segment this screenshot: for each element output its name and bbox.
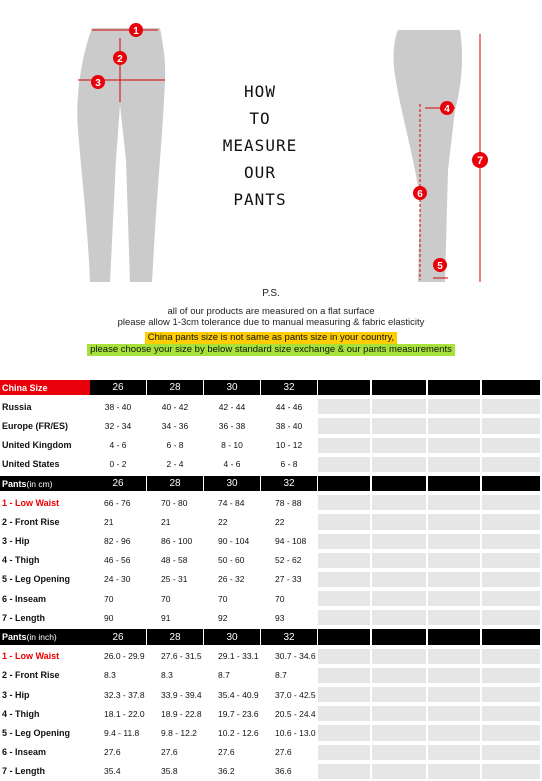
marker-3-icon bbox=[91, 75, 105, 89]
svg-text:7: 7 bbox=[476, 155, 484, 167]
empty-cell bbox=[482, 380, 540, 395]
empty-cell bbox=[318, 399, 370, 414]
measurement-diagram bbox=[0, 0, 542, 375]
size-header-cell: 30 bbox=[204, 380, 260, 395]
table-cell: 8 - 10 bbox=[221, 440, 243, 451]
table-cell: 10.6 - 13.0 bbox=[275, 727, 316, 738]
row-label: United States bbox=[2, 459, 60, 470]
empty-cell bbox=[482, 418, 540, 433]
empty-cell bbox=[428, 725, 480, 740]
empty-cell bbox=[482, 438, 540, 453]
table-cell: 6 - 8 bbox=[166, 440, 184, 451]
table-cell: 0 - 2 bbox=[109, 459, 127, 470]
table-cell: 70 bbox=[104, 593, 114, 604]
table-cell: 40 - 42 bbox=[161, 401, 189, 412]
empty-cell bbox=[428, 572, 480, 587]
row-label: 7 - Length bbox=[2, 766, 45, 777]
note-line-1: all of our products are measured on a flat surface bbox=[167, 306, 375, 317]
table-row bbox=[0, 743, 542, 762]
empty-cell bbox=[318, 514, 370, 529]
empty-cell bbox=[318, 745, 370, 760]
empty-cell bbox=[372, 495, 426, 510]
empty-cell bbox=[482, 668, 540, 683]
header-label-text: Pants bbox=[2, 478, 27, 489]
table-cell: 86 - 100 bbox=[161, 536, 193, 547]
table-cell: 8.3 bbox=[161, 670, 173, 681]
table-cell: 9.4 - 11.8 bbox=[104, 727, 140, 738]
empty-cell bbox=[372, 438, 426, 453]
empty-cell bbox=[318, 610, 370, 625]
empty-cell bbox=[428, 610, 480, 625]
empty-cell bbox=[318, 764, 370, 779]
table-cell: 36 - 38 bbox=[218, 420, 246, 431]
empty-cell bbox=[372, 687, 426, 702]
table-cell: 91 bbox=[161, 612, 171, 623]
row-label: 2 - Front Rise bbox=[2, 670, 60, 681]
table-cell: 74 - 84 bbox=[218, 497, 245, 508]
table-cell: 92 bbox=[218, 612, 228, 623]
table-cell: 29.1 - 33.1 bbox=[218, 651, 259, 662]
empty-cell bbox=[428, 591, 480, 606]
header-unit: (in inch) bbox=[26, 632, 57, 643]
row-label: 1 - Low Waist bbox=[2, 651, 60, 662]
header-label-text: Pants bbox=[2, 632, 27, 643]
size-header-cell: 32 bbox=[261, 476, 317, 491]
size-header-cell: 28 bbox=[147, 380, 203, 395]
empty-cell bbox=[482, 495, 540, 510]
row-label: 4 - Thigh bbox=[2, 555, 40, 566]
table-row bbox=[0, 647, 542, 666]
table-cell: 10 - 12 bbox=[275, 440, 303, 451]
table-cell: 21 bbox=[104, 516, 114, 527]
empty-cell bbox=[318, 572, 370, 587]
table-cell: 93 bbox=[275, 612, 285, 623]
heading-line: MEASURE bbox=[222, 136, 298, 155]
row-label: 5 - Leg Opening bbox=[2, 727, 71, 738]
heading-line: OUR bbox=[244, 163, 276, 182]
row-label: 6 - Inseam bbox=[2, 593, 47, 604]
svg-text:1: 1 bbox=[133, 26, 139, 37]
table-cell: 9.8 - 12.2 bbox=[161, 727, 197, 738]
empty-cell bbox=[372, 706, 426, 721]
table-cell: 90 bbox=[104, 612, 114, 623]
empty-cell bbox=[482, 725, 540, 740]
empty-cell bbox=[318, 629, 370, 644]
size-header-cell: 28 bbox=[147, 476, 203, 491]
table-cell: 22 bbox=[275, 516, 285, 527]
empty-cell bbox=[372, 553, 426, 568]
note-line-2: please allow 1-3cm tolerance due to manual measuring & fabric elasticity bbox=[117, 317, 425, 328]
header-label bbox=[0, 380, 90, 395]
table-cell: 27.6 bbox=[218, 747, 235, 758]
table-header-row bbox=[0, 627, 542, 646]
row-label: 6 - Inseam bbox=[2, 747, 47, 758]
empty-cell bbox=[372, 380, 426, 395]
table-cell: 27.6 bbox=[104, 747, 121, 758]
table-cell: 27 - 33 bbox=[275, 574, 302, 585]
table-cell: 70 - 80 bbox=[161, 497, 188, 508]
table-cell: 8.7 bbox=[218, 670, 230, 681]
table-cell: 30.7 - 34.6 bbox=[275, 651, 316, 662]
empty-cell bbox=[428, 668, 480, 683]
size-header-cell: 30 bbox=[204, 476, 260, 491]
table-cell: 38 - 40 bbox=[104, 401, 132, 412]
table-row bbox=[0, 685, 542, 704]
table-cell: 21 bbox=[161, 516, 171, 527]
table-row bbox=[0, 436, 542, 455]
empty-cell bbox=[318, 725, 370, 740]
size-header-cell: 26 bbox=[90, 629, 146, 644]
empty-cell bbox=[428, 438, 480, 453]
table-cell: 26.0 - 29.9 bbox=[104, 651, 145, 662]
table-row bbox=[0, 416, 542, 435]
empty-cell bbox=[428, 476, 480, 491]
size-header-cell: 26 bbox=[90, 476, 146, 491]
table-cell: 44 - 46 bbox=[275, 401, 303, 412]
empty-cell bbox=[482, 687, 540, 702]
empty-cell bbox=[318, 457, 370, 472]
table-cell: 4 - 6 bbox=[223, 459, 241, 470]
empty-cell bbox=[372, 764, 426, 779]
empty-cell bbox=[428, 495, 480, 510]
empty-cell bbox=[482, 610, 540, 625]
table-row bbox=[0, 704, 542, 723]
table-cell: 82 - 96 bbox=[104, 536, 131, 547]
empty-cell bbox=[372, 514, 426, 529]
svg-text:3: 3 bbox=[95, 78, 101, 89]
svg-text:2: 2 bbox=[117, 54, 123, 65]
table-cell: 27.6 - 31.5 bbox=[161, 651, 202, 662]
row-label: Europe (FR/ES) bbox=[2, 420, 69, 431]
heading-line: PANTS bbox=[233, 190, 287, 209]
empty-cell bbox=[428, 534, 480, 549]
svg-text:6: 6 bbox=[417, 189, 423, 200]
empty-cell bbox=[428, 649, 480, 664]
empty-cell bbox=[372, 476, 426, 491]
table-row bbox=[0, 723, 542, 742]
empty-cell bbox=[428, 553, 480, 568]
empty-cell bbox=[318, 591, 370, 606]
table-cell: 18.1 - 22.0 bbox=[104, 708, 145, 719]
empty-cell bbox=[318, 534, 370, 549]
empty-cell bbox=[372, 649, 426, 664]
table-row bbox=[0, 512, 542, 531]
table-cell: 6 - 8 bbox=[280, 459, 298, 470]
empty-cell bbox=[428, 457, 480, 472]
empty-cell bbox=[372, 668, 426, 683]
marker-7-icon bbox=[472, 152, 488, 168]
table-cell: 50 - 60 bbox=[218, 555, 245, 566]
row-label: 3 - Hip bbox=[2, 536, 30, 547]
empty-cell bbox=[482, 745, 540, 760]
table-cell: 66 - 76 bbox=[104, 497, 131, 508]
empty-cell bbox=[372, 610, 426, 625]
row-label: United Kingdom bbox=[2, 440, 72, 451]
table-cell: 19.7 - 23.6 bbox=[218, 708, 259, 719]
table-row bbox=[0, 589, 542, 608]
empty-cell bbox=[318, 495, 370, 510]
empty-cell bbox=[428, 745, 480, 760]
empty-cell bbox=[428, 687, 480, 702]
row-label: 4 - Thigh bbox=[2, 708, 40, 719]
marker-1-icon bbox=[129, 23, 143, 37]
size-header-cell: 26 bbox=[90, 380, 146, 395]
table-cell: 36.2 bbox=[218, 766, 235, 777]
table-cell: 26 - 32 bbox=[218, 574, 245, 585]
row-label: Russia bbox=[2, 401, 32, 412]
empty-cell bbox=[428, 514, 480, 529]
table-cell: 48 - 58 bbox=[161, 555, 188, 566]
empty-cell bbox=[318, 687, 370, 702]
table-cell: 42 - 44 bbox=[218, 401, 246, 412]
table-cell: 18.9 - 22.8 bbox=[161, 708, 202, 719]
table-header-row bbox=[0, 474, 542, 493]
heading-line: HOW bbox=[244, 82, 276, 101]
front-pants-figure bbox=[77, 28, 165, 282]
table-cell: 32.3 - 37.8 bbox=[104, 689, 145, 700]
table-cell: 24 - 30 bbox=[104, 574, 131, 585]
marker-5-icon bbox=[433, 258, 447, 272]
side-pants-figure bbox=[394, 30, 480, 282]
table-cell: 27.6 bbox=[275, 747, 292, 758]
table-row bbox=[0, 532, 542, 551]
table-cell: 37.0 - 42.5 bbox=[275, 689, 316, 700]
svg-text:5: 5 bbox=[437, 261, 443, 272]
how-to-measure-heading bbox=[220, 78, 300, 213]
empty-cell bbox=[318, 418, 370, 433]
size-header-cell: 28 bbox=[147, 629, 203, 644]
row-label: 5 - Leg Opening bbox=[2, 574, 71, 585]
header-label-text: China Size bbox=[2, 382, 48, 393]
marker-4-icon bbox=[440, 101, 454, 115]
empty-cell bbox=[482, 764, 540, 779]
table-cell: 8.3 bbox=[104, 670, 116, 681]
table-cell: 36.6 bbox=[275, 766, 292, 777]
empty-cell bbox=[318, 649, 370, 664]
empty-cell bbox=[428, 706, 480, 721]
header-unit: (in cm) bbox=[26, 478, 53, 489]
table-cell: 70 bbox=[218, 593, 228, 604]
row-label: 3 - Hip bbox=[2, 689, 30, 700]
marker-2-icon bbox=[113, 51, 127, 65]
empty-cell bbox=[372, 745, 426, 760]
table-cell: 46 - 56 bbox=[104, 555, 131, 566]
table-cell: 25 - 31 bbox=[161, 574, 188, 585]
table-row bbox=[0, 762, 542, 781]
empty-cell bbox=[372, 572, 426, 587]
empty-cell bbox=[372, 399, 426, 414]
empty-cell bbox=[318, 706, 370, 721]
empty-cell bbox=[428, 399, 480, 414]
marker-6-icon bbox=[413, 186, 427, 200]
empty-cell bbox=[428, 380, 480, 395]
heading-line: TO bbox=[249, 109, 271, 128]
empty-cell bbox=[318, 438, 370, 453]
row-label: 2 - Front Rise bbox=[2, 516, 60, 527]
empty-cell bbox=[482, 591, 540, 606]
table-cell: 52 - 62 bbox=[275, 555, 302, 566]
table-cell: 38 - 40 bbox=[275, 420, 303, 431]
table-row bbox=[0, 493, 542, 512]
table-cell: 10.2 - 12.6 bbox=[218, 727, 259, 738]
empty-cell bbox=[372, 725, 426, 740]
empty-cell bbox=[428, 418, 480, 433]
ps-title: P.S. bbox=[262, 288, 280, 299]
empty-cell bbox=[482, 649, 540, 664]
empty-cell bbox=[482, 553, 540, 568]
empty-cell bbox=[428, 764, 480, 779]
empty-cell bbox=[372, 534, 426, 549]
empty-cell bbox=[482, 572, 540, 587]
table-cell: 8.7 bbox=[275, 670, 287, 681]
svg-text:4: 4 bbox=[444, 104, 450, 115]
table-cell: 20.5 - 24.4 bbox=[275, 708, 316, 719]
empty-cell bbox=[318, 553, 370, 568]
row-label: 7 - Length bbox=[2, 612, 45, 623]
empty-cell bbox=[482, 706, 540, 721]
table-cell: 70 bbox=[161, 593, 171, 604]
highlight-note-2: please choose your size by below standard size exchange & our pants measurements bbox=[0, 339, 542, 357]
empty-cell bbox=[318, 476, 370, 491]
table-cell: 90 - 104 bbox=[218, 536, 250, 547]
table-row bbox=[0, 570, 542, 589]
empty-cell bbox=[482, 476, 540, 491]
table-header-row bbox=[0, 378, 542, 397]
table-cell: 34 - 36 bbox=[161, 420, 189, 431]
highlight-note-1: China pants size is not same as pants size in your country, bbox=[0, 327, 542, 345]
table-row bbox=[0, 397, 542, 416]
table-row bbox=[0, 551, 542, 570]
header-label bbox=[0, 629, 90, 644]
table-cell: 70 bbox=[275, 593, 285, 604]
empty-cell bbox=[428, 629, 480, 644]
header-label bbox=[0, 476, 90, 491]
table-cell: 27.6 bbox=[161, 747, 178, 758]
empty-cell bbox=[482, 457, 540, 472]
table-cell: 22 bbox=[218, 516, 228, 527]
table-cell: 32 - 34 bbox=[104, 420, 132, 431]
table-row bbox=[0, 608, 542, 627]
row-label: 1 - Low Waist bbox=[2, 497, 60, 508]
empty-cell bbox=[318, 380, 370, 395]
size-header-cell: 32 bbox=[261, 380, 317, 395]
size-header-cell: 30 bbox=[204, 629, 260, 644]
table-cell: 35.8 bbox=[161, 766, 178, 777]
table-row bbox=[0, 455, 542, 474]
table-cell: 4 - 6 bbox=[109, 440, 127, 451]
empty-cell bbox=[482, 534, 540, 549]
empty-cell bbox=[372, 629, 426, 644]
table-cell: 94 - 108 bbox=[275, 536, 307, 547]
empty-cell bbox=[372, 591, 426, 606]
table-cell: 78 - 88 bbox=[275, 497, 302, 508]
table-cell: 35.4 - 40.9 bbox=[218, 689, 259, 700]
empty-cell bbox=[318, 668, 370, 683]
table-cell: 35.4 bbox=[104, 766, 121, 777]
table-cell: 2 - 4 bbox=[166, 459, 184, 470]
empty-cell bbox=[482, 399, 540, 414]
empty-cell bbox=[372, 418, 426, 433]
size-header-cell: 32 bbox=[261, 629, 317, 644]
empty-cell bbox=[372, 457, 426, 472]
table-row bbox=[0, 666, 542, 685]
table-cell: 33.9 - 39.4 bbox=[161, 689, 202, 700]
empty-cell bbox=[482, 514, 540, 529]
size-table bbox=[0, 378, 542, 781]
empty-cell bbox=[482, 629, 540, 644]
